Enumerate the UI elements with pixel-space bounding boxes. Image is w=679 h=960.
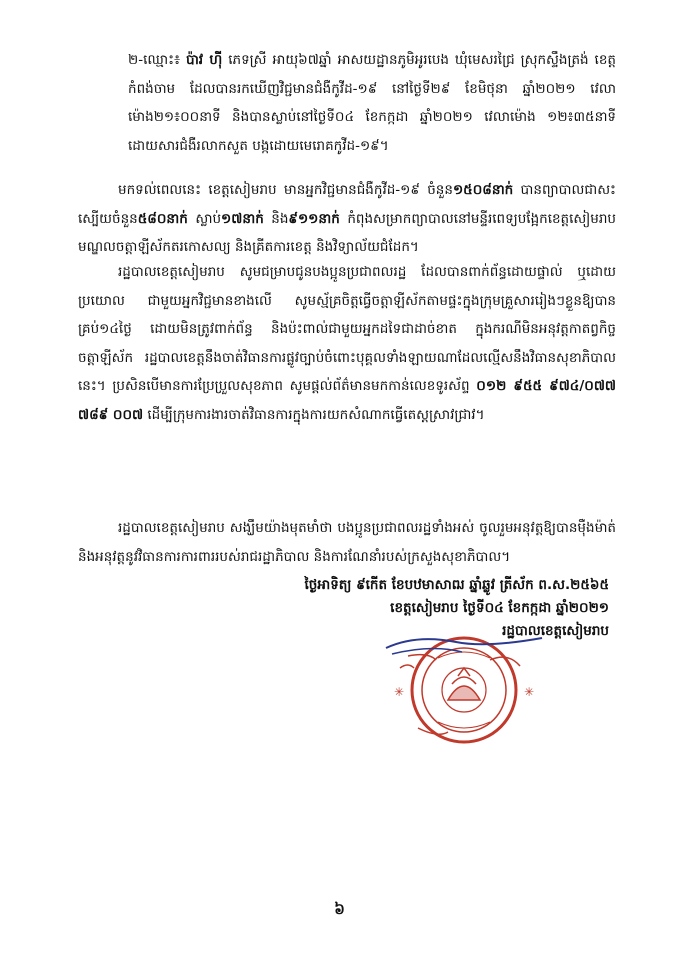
- summary-paragraph: មកទល់ពេលនេះ ខេត្តសៀមរាប មានអ្នកវិជ្ជមានជំងឺកូវីដ-១៩ ចំនួន១៥០៨នាក់ បានព្យាបាលជាសះស្បើយចំនួន៥៨០នាក់ ស្លាប់១៧នាក់ និង៩១១នាក់ កំពុងសម្រាកព្យាបាលនៅមន្ទីរពេទ្យបង្អែកខេត្តសៀមរាប មណ្ឌលចត្តាឡីស័កតរកោសល្យ និងគ្រីតការខេត្ត និងវិទ្យាល័យជំដែក។: [78, 182, 616, 255]
- patient-name: ប៉ាវ ហ៊ី: [185, 52, 223, 68]
- item-number: ២-: [128, 52, 144, 68]
- official-seal: [378, 628, 550, 748]
- death-count: ១៧នាក់: [221, 210, 264, 227]
- appeal-paragraph: រដ្ឋបាលខេត្តសៀមរាប សង្ឃឹមយ៉ាងមុតមាំថា បងប្អូនប្រជាពលរដ្ឋទាំងអស់ ចូលរួមអនុវត្តឱ្យបានម៉ឺងម៉ាត់ និងអនុវត្តនូវវិធានការការពាររបស់រាជរដ្ឋាភិបាល និងការណែនាំរបស់ក្រសួងសុខាភិបាល។: [78, 520, 616, 565]
- hotline-numbers: ០១២ ៩៥៥ ៩៧៤/០៧៧ ៧៨៩ ០០៧: [78, 378, 616, 423]
- total-cases: ១៥០៨នាក់: [452, 182, 514, 198]
- page-number: ៦: [334, 900, 345, 918]
- svg-text:✳: ✳: [524, 685, 535, 699]
- recovered-count: ៥៨០នាក់: [137, 210, 188, 227]
- place-date: ខេត្តសៀមរាប ថ្ងៃទី០៤ ខែកក្កដា ឆ្នាំ២០២១: [390, 600, 609, 616]
- issuer-name: រដ្ឋបាលខេត្តសៀមរាប: [502, 623, 609, 639]
- item-label: ឈ្មោះ: [143, 52, 175, 68]
- svg-text:✳: ✳: [394, 685, 405, 699]
- in-treatment-count: ៩១១នាក់: [288, 210, 340, 227]
- case-item-2: ២-ឈ្មោះ៖ ប៉ាវ ហ៊ី ភេទស្រី អាយុ៦៧ឆ្នាំ អាសយដ្ឋានភូមិអូរបេង ឃុំមេសរជ្រៃ ស្រុកស្ទឹងត្រង់ ខេត្តកំពង់ចាម ដែលបានរកឃើញវិជ្ជមានជំងឺកូវីដ-១៩ នៅថ្ងៃទី២៩ ខែមិថុនា ឆ្នាំ២០២១ វេលាម៉ោង២១៖០០នាទី និងបានស្លាប់នៅថ្ងៃទី០៤ ខែកក្កដា ឆ្នាំ២០២១ វេលាម៉ោង ១២៖៣៥នាទី ដោយសារជំងឺរលាកសួត បង្កដោយមេរោគកូវីដ-១៩។: [128, 52, 616, 154]
- case-details: ភេទស្រី អាយុ៦៧ឆ្នាំ អាសយដ្ឋានភូមិអូរបេង ឃុំមេសរជ្រៃ ស្រុកស្ទឹងត្រង់ ខេត្តកំពង់ចាម ដែលបានរកឃើញវិជ្ជមានជំងឺកូវីដ-១៩ នៅថ្ងៃទី២៩ ខែមិថុនា ឆ្នាំ២០២១ វេលាម៉ោង២១៖០០នាទី និងបានស្លាប់នៅថ្ងៃទី០៤ ខែកក្កដា ឆ្នាំ២០២១ វេលាម៉ោង ១២៖៣៥នាទី ដោយសារជំងឺរលាកសួត បង្កដោយមេរោគកូវីដ-១៩។: [128, 52, 616, 154]
- advisory-paragraph: រដ្ឋបាលខេត្តសៀមរាប សូមជម្រាបជូនបងប្អូនប្រជាពលរដ្ឋ ដែលបានពាក់ព័ន្ធដោយផ្ទាល់ ឬដោយប្រយោល ជាមួយអ្នកវិជ្ជមានខាងលើ សូមស្ម័គ្រចិត្តធ្វើចត្តាឡីស័កតាមផ្ទះក្នុងក្រុមគ្រួសាររៀងៗខ្លួនឱ្យបានគ្រប់១៤ថ្ងៃ ដោយមិនត្រូវពាក់ព័ន្ធ និងប៉ះពាល់ជាមួយអ្នកដទៃជាដាច់ខាត ក្នុងករណីមិនអនុវត្តកាតព្វកិច្ចចត្តាឡីស័ក រដ្ឋបាលខេត្តនឹងចាត់វិធានការផ្លូវច្បាប់ចំពោះបុគ្គលទាំងឡាយណាដែលល្មើសនឹងវិធានសុខាភិបាលនេះ។ ប្រសិនបើមានការប្រែប្រួលសុខភាព សូមផ្តល់ព័ត៌មានមកកាន់លេខទូរស័ព្ទ ០១២ ៩៥៥ ៩៧៤/០៧៧ ៧៨៩ ០០៧ ដើម្បីក្រុមការងារចាត់វិធានការក្នុងការយកសំណាកធ្វើតេស្តស្រាវជ្រាវ។: [78, 264, 616, 423]
- lunar-date: ថ្ងៃអាទិត្យ ៩កើត ខែបឋមាសាឍ ឆ្នាំឆ្លូវ ត្រីស័ក ព.ស.២៥៦៥: [304, 577, 609, 593]
